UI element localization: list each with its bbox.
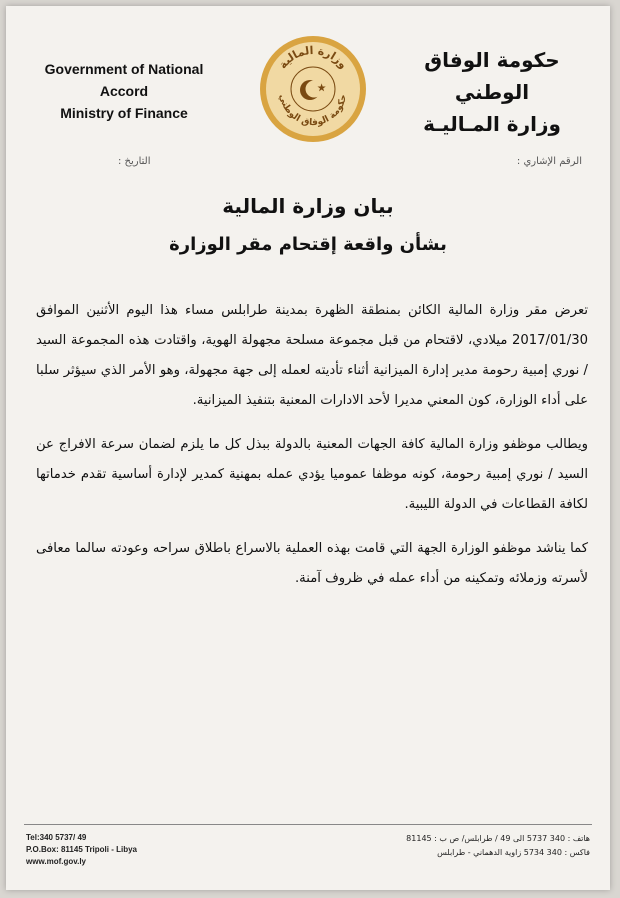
footer-po-box: P.O.Box: 81145 Tripoli - Libya bbox=[26, 845, 138, 854]
statement-body bbox=[36, 296, 588, 608]
date-label: التاريخ : bbox=[118, 156, 151, 167]
footer-tel: Tel:340 5737/ 49 bbox=[26, 833, 87, 842]
footer-contact-ar bbox=[406, 832, 590, 860]
government-name-ar: حكومة الوفاق الوطني bbox=[424, 48, 560, 104]
ministry-name-ar: وزارة المـاليـة bbox=[423, 112, 561, 136]
statement-title: بيان وزارة المالية bbox=[222, 194, 394, 218]
footer-divider bbox=[24, 824, 592, 825]
body-paragraph-3: كما يناشد موظفو الوزارة الجهة التي قامت بهذه العملية بالاسراع باطلاق سراحه وعودته سالما معافى لأسرته وزملائه وتمكينه من أداء عمله في ظروف آمنة. bbox=[36, 541, 588, 586]
body-paragraph-1: تعرض مقر وزارة المالية الكائن بمنطقة الظهرة بمدينة طرابلس مساء هذا اليوم الأثنين الموافق 2017/01/30 ميلادي، لاقتحام من قبل مجموعة مسلحة مجهولة الهوية، واقتادت هذه المجموعة السيد / نوري إمبية رحومة مدير إدارة الميزانية أثناء تأديته لعمله إلى جهة مجهولة، وهو الأمر الذي سيؤثر سلبا على أداء الوزارة، كون المعني مديرا لأحد الادارات المعنية بتنفيذ الميزانية. bbox=[36, 303, 588, 408]
statement-subtitle: بشأن واقعة إقتحام مقر الوزارة bbox=[169, 234, 447, 255]
ministry-seal bbox=[258, 34, 368, 144]
document-page bbox=[6, 6, 610, 890]
ministry-name-en: Ministry of Finance bbox=[60, 105, 188, 121]
arabic-letterhead bbox=[392, 44, 592, 140]
body-paragraph-2: ويطالب موظفو وزارة المالية كافة الجهات المعنية بالدولة ببذل كل ما يلزم لضمان سرعة الافراج عن السيد / نوري إمبية رحومة، كونه موظفا عموميا يؤدي عمله بمهنية كمدير لإدارة أساسية تقدم خدماتها لكافة القطاعات في الدولة الليبية. bbox=[36, 437, 588, 512]
footer-contact-en bbox=[26, 832, 137, 868]
government-name-en: Government of National Accord bbox=[44, 61, 204, 99]
reference-number-label: الرقم الإشاري : bbox=[516, 156, 582, 167]
english-letterhead bbox=[24, 58, 224, 124]
footer-phone-ar: هاتف : 340 5737 الى 49 / طرابلس/ ص ب : 81145 bbox=[406, 834, 590, 843]
footer-fax-ar: فاكس : 340 5734 زاوية الدهماني - طرابلس bbox=[437, 848, 590, 857]
seal-bottom-text: حكومة الوفاق الوطني bbox=[276, 93, 349, 129]
footer-website: www.mof.gov.ly bbox=[26, 857, 87, 866]
seal-top-text: وزارة المالية bbox=[276, 43, 350, 72]
